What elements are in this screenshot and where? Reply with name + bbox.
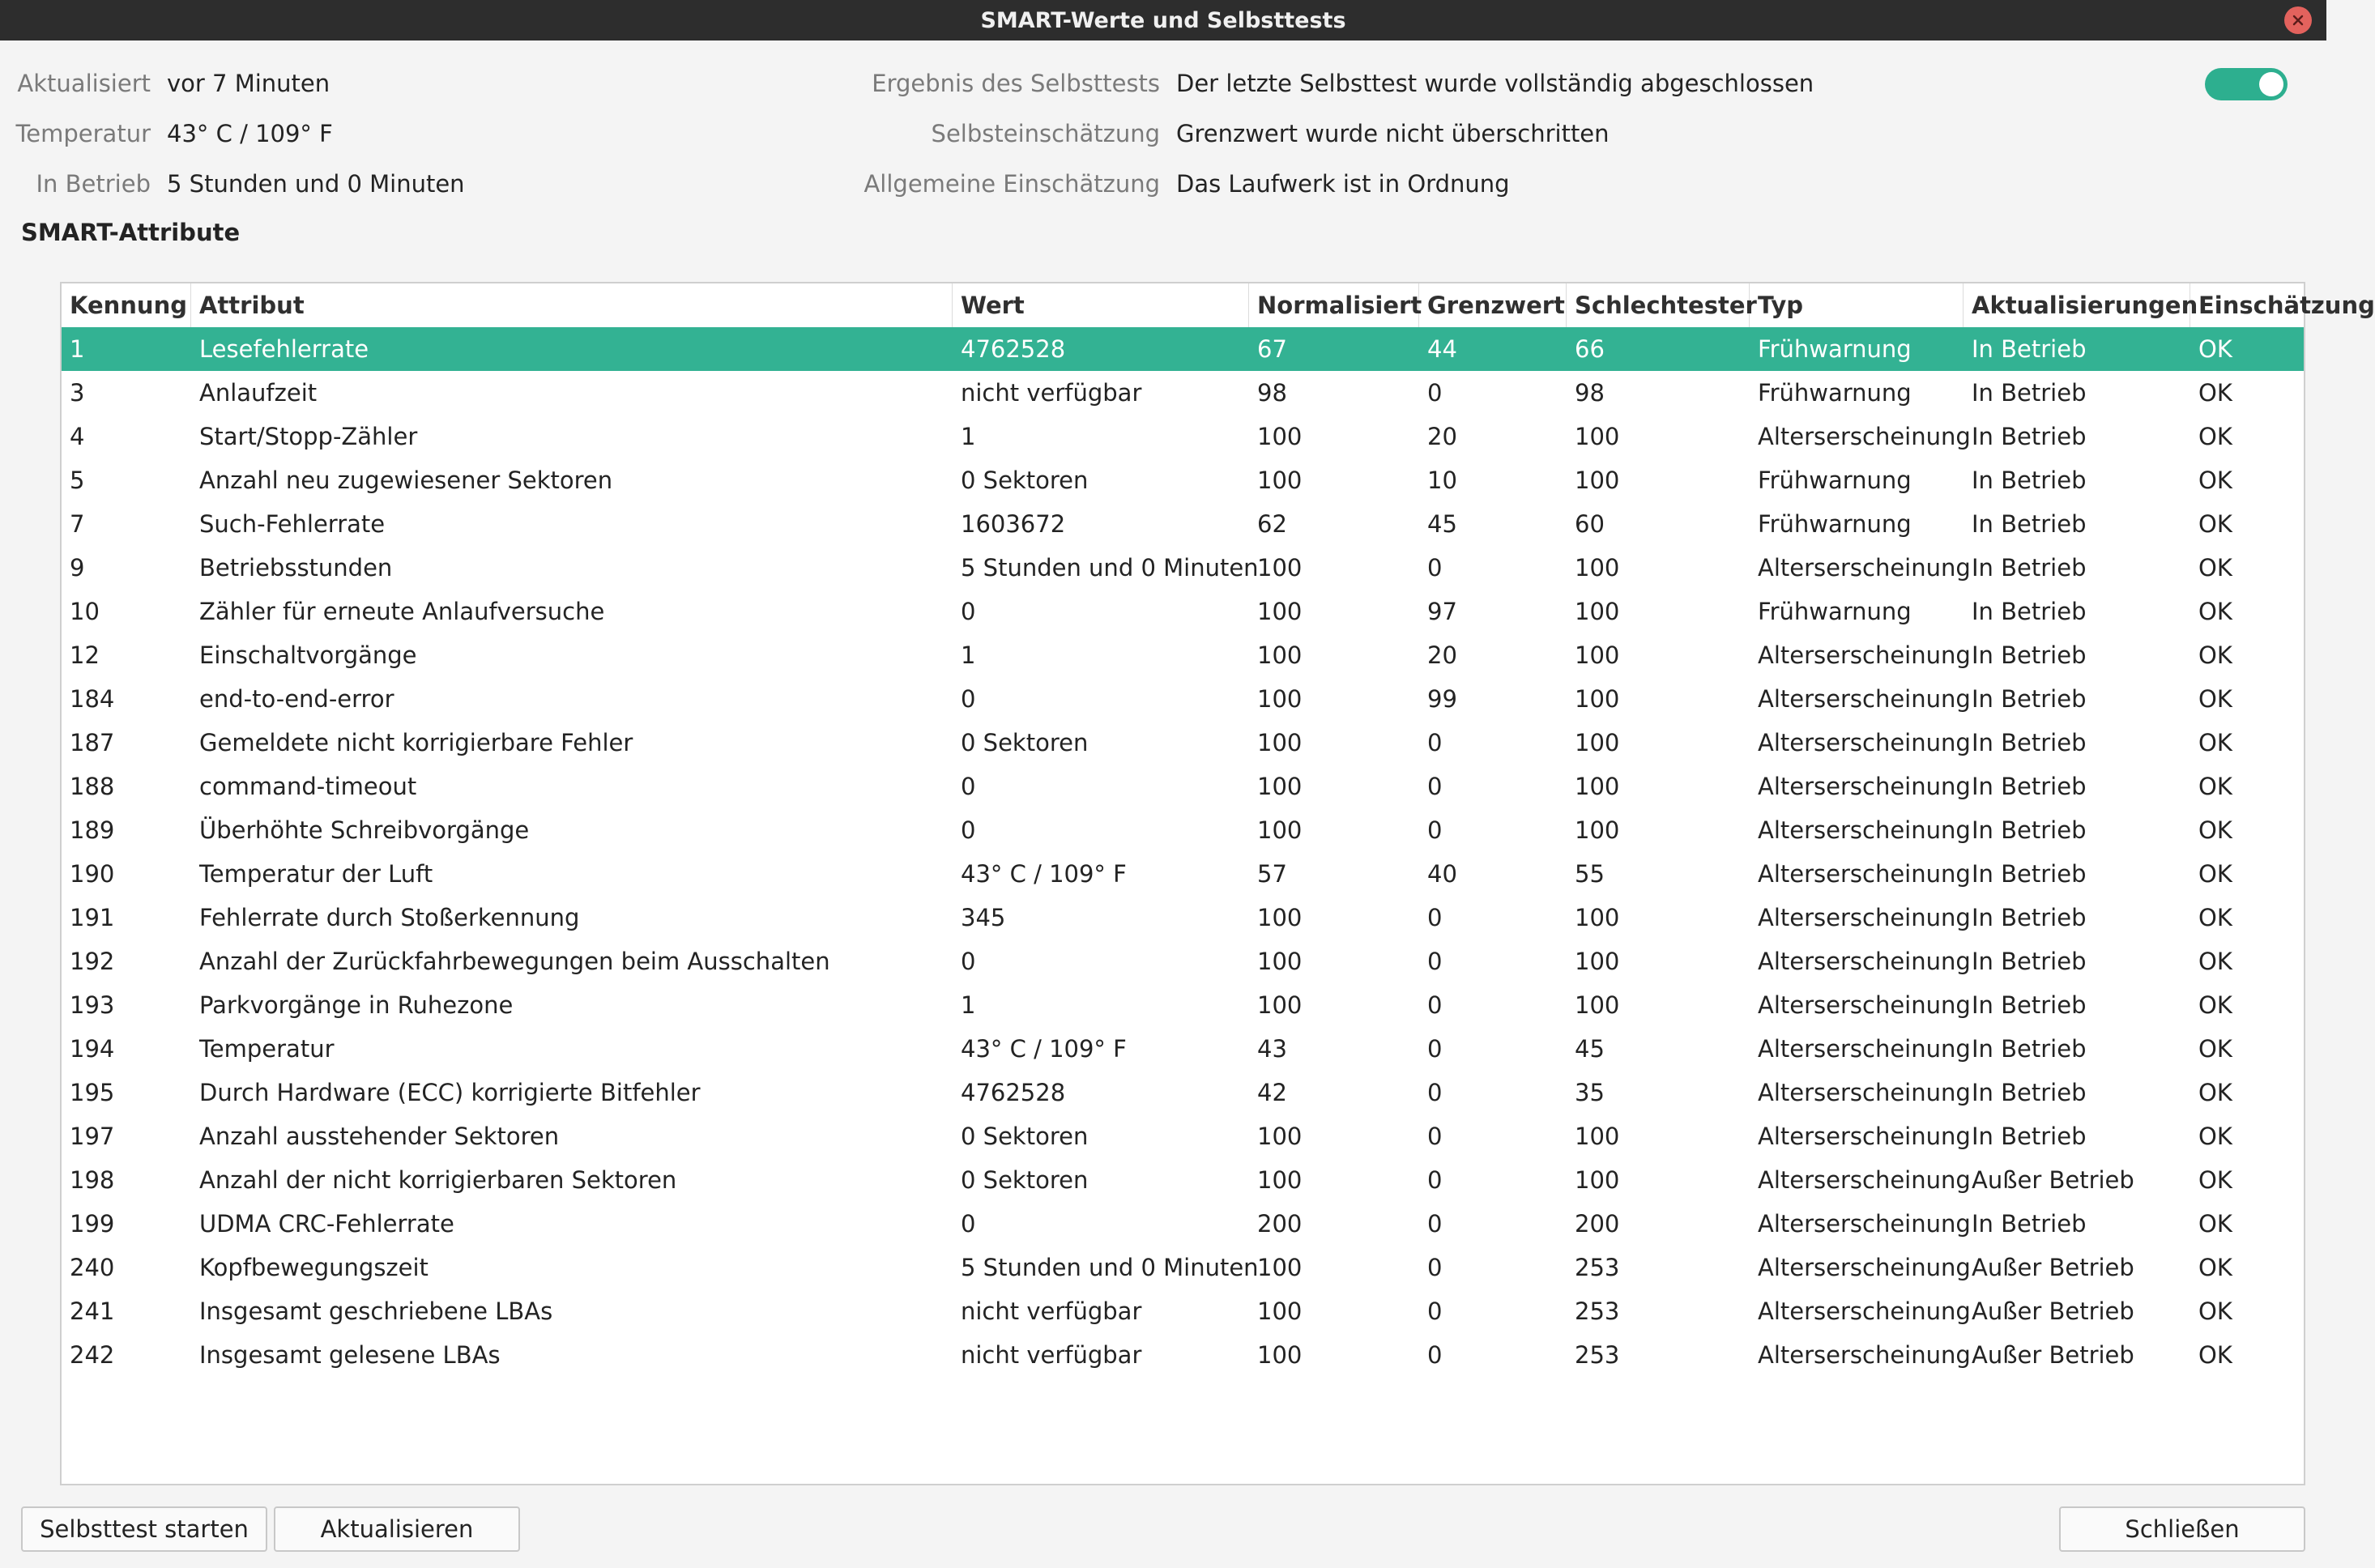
cell-id: 189 xyxy=(70,816,115,844)
cell-attribute: Fehlerrate durch Stoßerkennung xyxy=(199,904,580,931)
table-row[interactable] xyxy=(62,590,2304,633)
cell-attribute: Durch Hardware (ECC) korrigierte Bitfehler xyxy=(199,1079,701,1106)
cell-worst: 100 xyxy=(1575,904,1620,931)
cell-updates: In Betrieb xyxy=(1972,641,2087,669)
table-row[interactable] xyxy=(62,546,2304,590)
cell-worst: 60 xyxy=(1575,510,1605,538)
cell-normalized: 100 xyxy=(1257,467,1303,494)
cell-value: 43° C / 109° F xyxy=(961,860,1127,888)
cell-threshold: 44 xyxy=(1427,335,1457,363)
cell-id: 198 xyxy=(70,1166,115,1194)
cell-normalized: 43 xyxy=(1257,1035,1287,1063)
cell-value: 0 Sektoren xyxy=(961,1166,1089,1194)
cell-type: Frühwarnung xyxy=(1758,379,1912,407)
cell-threshold: 0 xyxy=(1427,1079,1443,1106)
cell-threshold: 0 xyxy=(1427,1297,1443,1325)
cell-normalized: 100 xyxy=(1257,685,1303,713)
cell-normalized: 100 xyxy=(1257,598,1303,625)
cell-worst: 100 xyxy=(1575,948,1620,975)
cell-assessment: OK xyxy=(2198,467,2232,494)
cell-worst: 100 xyxy=(1575,816,1620,844)
cell-assessment: OK xyxy=(2198,641,2232,669)
cell-updates: In Betrieb xyxy=(1972,598,2087,625)
cell-assessment: OK xyxy=(2198,1035,2232,1063)
cell-type: Alterserscheinung xyxy=(1758,641,1971,669)
cell-normalized: 100 xyxy=(1257,1297,1303,1325)
cell-updates: In Betrieb xyxy=(1972,904,2087,931)
cell-assessment: OK xyxy=(2198,991,2232,1019)
cell-value: 345 xyxy=(961,904,1006,931)
cell-attribute: Start/Stopp-Zähler xyxy=(199,423,418,450)
cell-id: 7 xyxy=(70,510,85,538)
cell-worst: 100 xyxy=(1575,685,1620,713)
table-row[interactable] xyxy=(62,852,2304,896)
cell-value: 5 Stunden und 0 Minuten xyxy=(961,1254,1259,1281)
cell-threshold: 0 xyxy=(1427,1254,1443,1281)
cell-id: 197 xyxy=(70,1123,115,1150)
cell-attribute: Temperatur der Luft xyxy=(199,860,433,888)
cell-value: 0 xyxy=(961,685,976,713)
cell-threshold: 0 xyxy=(1427,729,1443,756)
cell-updates: In Betrieb xyxy=(1972,335,2087,363)
info-value: Das Laufwerk ist in Ordnung xyxy=(1176,170,1510,198)
cell-worst: 66 xyxy=(1575,335,1605,363)
cell-type: Alterserscheinung xyxy=(1758,554,1971,582)
cell-id: 241 xyxy=(70,1297,115,1325)
cell-id: 12 xyxy=(70,641,100,669)
cell-updates: In Betrieb xyxy=(1972,729,2087,756)
cell-attribute: Zähler für erneute Anlaufversuche xyxy=(199,598,605,625)
smart-toggle-switch[interactable] xyxy=(2205,68,2288,100)
table-body xyxy=(62,327,2304,1377)
cell-id: 4 xyxy=(70,423,85,450)
cell-assessment: OK xyxy=(2198,1341,2232,1369)
cell-worst: 100 xyxy=(1575,729,1620,756)
table-row[interactable] xyxy=(62,1289,2304,1333)
cell-type: Alterserscheinung xyxy=(1758,1254,1971,1281)
info-value: 5 Stunden und 0 Minuten xyxy=(167,170,465,198)
table-row[interactable] xyxy=(62,633,2304,677)
cell-attribute: command-timeout xyxy=(199,773,417,800)
cell-attribute: Überhöhte Schreibvorgänge xyxy=(199,816,530,844)
cell-attribute: Anzahl der Zurückfahrbewegungen beim Ausschalten xyxy=(199,948,830,975)
cell-normalized: 100 xyxy=(1257,1123,1303,1150)
cell-id: 193 xyxy=(70,991,115,1019)
cell-worst: 55 xyxy=(1575,860,1605,888)
cell-value: 4762528 xyxy=(961,335,1066,363)
cell-threshold: 0 xyxy=(1427,379,1443,407)
info-value: 43° C / 109° F xyxy=(167,120,333,147)
table-row[interactable] xyxy=(62,1202,2304,1246)
close-button[interactable]: Schließen xyxy=(2059,1506,2305,1552)
cell-type: Alterserscheinung xyxy=(1758,1035,1971,1063)
cell-value: 1 xyxy=(961,423,976,450)
cell-assessment: OK xyxy=(2198,1079,2232,1106)
cell-value: 1 xyxy=(961,991,976,1019)
cell-attribute: Parkvorgänge in Ruhezone xyxy=(199,991,514,1019)
cell-id: 184 xyxy=(70,685,115,713)
cell-attribute: Anzahl ausstehender Sektoren xyxy=(199,1123,560,1150)
cell-normalized: 100 xyxy=(1257,1341,1303,1369)
cell-normalized: 100 xyxy=(1257,904,1303,931)
table-row[interactable] xyxy=(62,327,2304,371)
info-label: Aktualisiert xyxy=(17,70,151,97)
table-row[interactable] xyxy=(62,458,2304,502)
cell-updates: In Betrieb xyxy=(1972,379,2087,407)
info-label: In Betrieb xyxy=(36,170,151,198)
cell-updates: In Betrieb xyxy=(1972,991,2087,1019)
cell-assessment: OK xyxy=(2198,554,2232,582)
cell-updates: In Betrieb xyxy=(1972,773,2087,800)
cell-worst: 100 xyxy=(1575,1123,1620,1150)
cell-attribute: Insgesamt geschriebene LBAs xyxy=(199,1297,553,1325)
cell-attribute: Gemeldete nicht korrigierbare Fehler xyxy=(199,729,633,756)
cell-normalized: 42 xyxy=(1257,1079,1287,1106)
cell-assessment: OK xyxy=(2198,510,2232,538)
cell-type: Alterserscheinung xyxy=(1758,991,1971,1019)
cell-attribute: Lesefehlerrate xyxy=(199,335,369,363)
cell-normalized: 100 xyxy=(1257,554,1303,582)
cell-value: 0 xyxy=(961,1210,976,1238)
cell-updates: In Betrieb xyxy=(1972,1210,2087,1238)
table-row[interactable] xyxy=(62,940,2304,983)
cell-id: 194 xyxy=(70,1035,115,1063)
cell-type: Alterserscheinung xyxy=(1758,1341,1971,1369)
cell-type: Alterserscheinung xyxy=(1758,816,1971,844)
info-label: Ergebnis des Selbsttests xyxy=(872,70,1160,97)
cell-value: 0 xyxy=(961,948,976,975)
cell-id: 199 xyxy=(70,1210,115,1238)
cell-assessment: OK xyxy=(2198,860,2232,888)
title-bar xyxy=(0,0,2326,40)
cell-updates: In Betrieb xyxy=(1972,860,2087,888)
cell-value: 0 Sektoren xyxy=(961,729,1089,756)
info-value: Grenzwert wurde nicht überschritten xyxy=(1176,120,1610,147)
cell-attribute: Such-Fehlerrate xyxy=(199,510,386,538)
section-title: SMART-Attribute xyxy=(21,219,241,246)
table-row[interactable] xyxy=(62,1071,2304,1114)
table-row[interactable] xyxy=(62,415,2304,458)
table-row[interactable] xyxy=(62,1333,2304,1377)
cell-id: 5 xyxy=(70,467,85,494)
cell-updates: In Betrieb xyxy=(1972,1079,2087,1106)
cell-normalized: 100 xyxy=(1257,991,1303,1019)
table-row[interactable] xyxy=(62,1027,2304,1071)
cell-assessment: OK xyxy=(2198,598,2232,625)
info-label: Temperatur xyxy=(15,120,151,147)
table-row[interactable] xyxy=(62,896,2304,940)
cell-id: 187 xyxy=(70,729,115,756)
cell-type: Alterserscheinung xyxy=(1758,1079,1971,1106)
cell-attribute: Anzahl der nicht korrigierbaren Sektoren xyxy=(199,1166,677,1194)
cell-threshold: 97 xyxy=(1427,598,1457,625)
cell-assessment: OK xyxy=(2198,729,2232,756)
cell-threshold: 40 xyxy=(1427,860,1457,888)
cell-attribute: end-to-end-error xyxy=(199,685,394,713)
cell-type: Alterserscheinung xyxy=(1758,1297,1971,1325)
cell-value: 0 Sektoren xyxy=(961,1123,1089,1150)
table-row[interactable] xyxy=(62,983,2304,1027)
cell-threshold: 0 xyxy=(1427,554,1443,582)
cell-attribute: UDMA CRC-Fehlerrate xyxy=(199,1210,454,1238)
cell-updates: In Betrieb xyxy=(1972,1123,2087,1150)
column-header-updates[interactable]: Aktualisierungen xyxy=(1964,283,2190,327)
cell-threshold: 0 xyxy=(1427,1341,1443,1369)
cell-attribute: Anlaufzeit xyxy=(199,379,318,407)
cell-updates: In Betrieb xyxy=(1972,467,2087,494)
cell-normalized: 100 xyxy=(1257,1166,1303,1194)
table-row[interactable] xyxy=(62,1114,2304,1158)
cell-type: Alterserscheinung xyxy=(1758,729,1971,756)
column-header-id[interactable]: Kennung xyxy=(62,283,191,327)
cell-normalized: 62 xyxy=(1257,510,1287,538)
column-header-threshold[interactable]: Grenzwert xyxy=(1419,283,1567,327)
cell-threshold: 0 xyxy=(1427,1210,1443,1238)
cell-normalized: 100 xyxy=(1257,1254,1303,1281)
cell-normalized: 100 xyxy=(1257,948,1303,975)
cell-threshold: 20 xyxy=(1427,423,1457,450)
cell-threshold: 99 xyxy=(1427,685,1457,713)
cell-updates: In Betrieb xyxy=(1972,510,2087,538)
cell-id: 10 xyxy=(70,598,100,625)
cell-type: Alterserscheinung xyxy=(1758,904,1971,931)
cell-threshold: 0 xyxy=(1427,1035,1443,1063)
cell-normalized: 98 xyxy=(1257,379,1287,407)
cell-value: 5 Stunden und 0 Minuten xyxy=(961,554,1259,582)
cell-worst: 100 xyxy=(1575,641,1620,669)
column-header-value[interactable]: Wert xyxy=(953,283,1249,327)
close-icon xyxy=(2292,14,2305,27)
cell-threshold: 0 xyxy=(1427,1123,1443,1150)
smart-attributes-table[interactable] xyxy=(60,282,2375,1485)
info-self-assessment-row xyxy=(0,113,1610,154)
table-row[interactable] xyxy=(62,765,2304,808)
cell-id: 242 xyxy=(70,1341,115,1369)
cell-assessment: OK xyxy=(2198,335,2232,363)
cell-updates: In Betrieb xyxy=(1972,685,2087,713)
cell-type: Alterserscheinung xyxy=(1758,860,1971,888)
cell-updates: In Betrieb xyxy=(1972,423,2087,450)
cell-attribute: Betriebsstunden xyxy=(199,554,393,582)
cell-assessment: OK xyxy=(2198,423,2232,450)
cell-worst: 100 xyxy=(1575,598,1620,625)
cell-updates: Außer Betrieb xyxy=(1972,1341,2134,1369)
info-selftest-result-row xyxy=(0,63,1814,104)
table-row[interactable] xyxy=(62,371,2304,415)
cell-value: 43° C / 109° F xyxy=(961,1035,1127,1063)
cell-threshold: 20 xyxy=(1427,641,1457,669)
column-header-normalized[interactable]: Normalisiert xyxy=(1249,283,1419,327)
cell-type: Alterserscheinung xyxy=(1758,1123,1971,1150)
cell-id: 240 xyxy=(70,1254,115,1281)
cell-assessment: OK xyxy=(2198,685,2232,713)
cell-assessment: OK xyxy=(2198,1297,2232,1325)
cell-worst: 100 xyxy=(1575,991,1620,1019)
cell-normalized: 67 xyxy=(1257,335,1287,363)
cell-assessment: OK xyxy=(2198,904,2232,931)
cell-updates: In Betrieb xyxy=(1972,554,2087,582)
cell-threshold: 0 xyxy=(1427,948,1443,975)
cell-value: 0 Sektoren xyxy=(961,467,1089,494)
cell-type: Frühwarnung xyxy=(1758,510,1912,538)
cell-type: Alterserscheinung xyxy=(1758,948,1971,975)
info-value: Der letzte Selbsttest wurde vollständig abgeschlossen xyxy=(1176,70,1814,97)
info-overall-assessment-row xyxy=(0,164,1510,204)
cell-type: Alterserscheinung xyxy=(1758,773,1971,800)
cell-normalized: 100 xyxy=(1257,641,1303,669)
cell-worst: 100 xyxy=(1575,773,1620,800)
cell-value: 0 xyxy=(961,773,976,800)
column-header-type[interactable]: Typ xyxy=(1750,283,1964,327)
cell-threshold: 45 xyxy=(1427,510,1457,538)
cell-updates: Außer Betrieb xyxy=(1972,1166,2134,1194)
cell-value: nicht verfügbar xyxy=(961,1341,1142,1369)
cell-normalized: 100 xyxy=(1257,729,1303,756)
info-label: Selbsteinschätzung xyxy=(931,120,1160,147)
start-selftest-button[interactable]: Selbsttest starten xyxy=(21,1506,267,1552)
cell-worst: 200 xyxy=(1575,1210,1620,1238)
cell-worst: 100 xyxy=(1575,467,1620,494)
cell-normalized: 200 xyxy=(1257,1210,1303,1238)
cell-id: 195 xyxy=(70,1079,115,1106)
cell-id: 191 xyxy=(70,904,115,931)
table-row[interactable] xyxy=(62,1158,2304,1202)
cell-value: 0 xyxy=(961,598,976,625)
cell-threshold: 0 xyxy=(1427,773,1443,800)
cell-id: 1 xyxy=(70,335,85,363)
cell-id: 188 xyxy=(70,773,115,800)
column-header-worst[interactable]: Schlechtester xyxy=(1567,283,1750,327)
cell-type: Alterserscheinung xyxy=(1758,1210,1971,1238)
cell-assessment: OK xyxy=(2198,1210,2232,1238)
cell-attribute: Insgesamt gelesene LBAs xyxy=(199,1341,501,1369)
info-value: vor 7 Minuten xyxy=(167,70,330,97)
window-close-button[interactable] xyxy=(2284,6,2312,34)
cell-value: 0 xyxy=(961,816,976,844)
window-title: SMART-Werte und Selbsttests xyxy=(980,7,1346,33)
cell-worst: 45 xyxy=(1575,1035,1605,1063)
cell-assessment: OK xyxy=(2198,379,2232,407)
table-row[interactable] xyxy=(62,721,2304,765)
cell-attribute: Anzahl neu zugewiesener Sektoren xyxy=(199,467,613,494)
cell-value: 4762528 xyxy=(961,1079,1066,1106)
cell-normalized: 57 xyxy=(1257,860,1287,888)
cell-worst: 253 xyxy=(1575,1341,1620,1369)
table-row[interactable] xyxy=(62,808,2304,852)
toggle-knob xyxy=(2259,72,2283,96)
cell-id: 192 xyxy=(70,948,115,975)
table-header xyxy=(62,283,2375,328)
cell-threshold: 10 xyxy=(1427,467,1457,494)
cell-worst: 253 xyxy=(1575,1297,1620,1325)
cell-updates: Außer Betrieb xyxy=(1972,1254,2134,1281)
cell-updates: In Betrieb xyxy=(1972,948,2087,975)
cell-type: Alterserscheinung xyxy=(1758,1166,1971,1194)
cell-value: nicht verfügbar xyxy=(961,379,1142,407)
cell-threshold: 0 xyxy=(1427,904,1443,931)
cell-type: Alterserscheinung xyxy=(1758,685,1971,713)
cell-id: 3 xyxy=(70,379,85,407)
table-row[interactable] xyxy=(62,677,2304,721)
cell-worst: 98 xyxy=(1575,379,1605,407)
cell-value: nicht verfügbar xyxy=(961,1297,1142,1325)
cell-type: Frühwarnung xyxy=(1758,467,1912,494)
cell-assessment: OK xyxy=(2198,816,2232,844)
cell-value: 1 xyxy=(961,641,976,669)
cell-attribute: Kopfbewegungszeit xyxy=(199,1254,429,1281)
cell-assessment: OK xyxy=(2198,948,2232,975)
table-row[interactable] xyxy=(62,1246,2304,1289)
cell-normalized: 100 xyxy=(1257,816,1303,844)
table-row[interactable] xyxy=(62,502,2304,546)
cell-assessment: OK xyxy=(2198,1123,2232,1150)
cell-worst: 100 xyxy=(1575,554,1620,582)
cell-attribute: Einschaltvorgänge xyxy=(199,641,417,669)
cell-normalized: 100 xyxy=(1257,773,1303,800)
cell-assessment: OK xyxy=(2198,1166,2232,1194)
info-panel xyxy=(0,63,2326,217)
cell-attribute: Temperatur xyxy=(199,1035,335,1063)
info-label: Allgemeine Einschätzung xyxy=(863,170,1160,198)
cell-value: 1603672 xyxy=(961,510,1066,538)
cell-assessment: OK xyxy=(2198,773,2232,800)
cell-id: 190 xyxy=(70,860,115,888)
cell-worst: 100 xyxy=(1575,423,1620,450)
cell-worst: 35 xyxy=(1575,1079,1605,1106)
cell-worst: 100 xyxy=(1575,1166,1620,1194)
cell-updates: In Betrieb xyxy=(1972,1035,2087,1063)
column-header-attribute[interactable]: Attribut xyxy=(191,283,953,327)
cell-assessment: OK xyxy=(2198,1254,2232,1281)
cell-normalized: 100 xyxy=(1257,423,1303,450)
cell-threshold: 0 xyxy=(1427,1166,1443,1194)
cell-threshold: 0 xyxy=(1427,816,1443,844)
cell-id: 9 xyxy=(70,554,85,582)
cell-worst: 253 xyxy=(1575,1254,1620,1281)
cell-updates: In Betrieb xyxy=(1972,816,2087,844)
cell-threshold: 0 xyxy=(1427,991,1443,1019)
cell-updates: Außer Betrieb xyxy=(1972,1297,2134,1325)
refresh-button[interactable]: Aktualisieren xyxy=(274,1506,520,1552)
cell-type: Alterserscheinung xyxy=(1758,423,1971,450)
cell-type: Frühwarnung xyxy=(1758,598,1912,625)
column-header-assessment[interactable]: Einschätzung xyxy=(2198,292,2375,319)
cell-type: Frühwarnung xyxy=(1758,335,1912,363)
